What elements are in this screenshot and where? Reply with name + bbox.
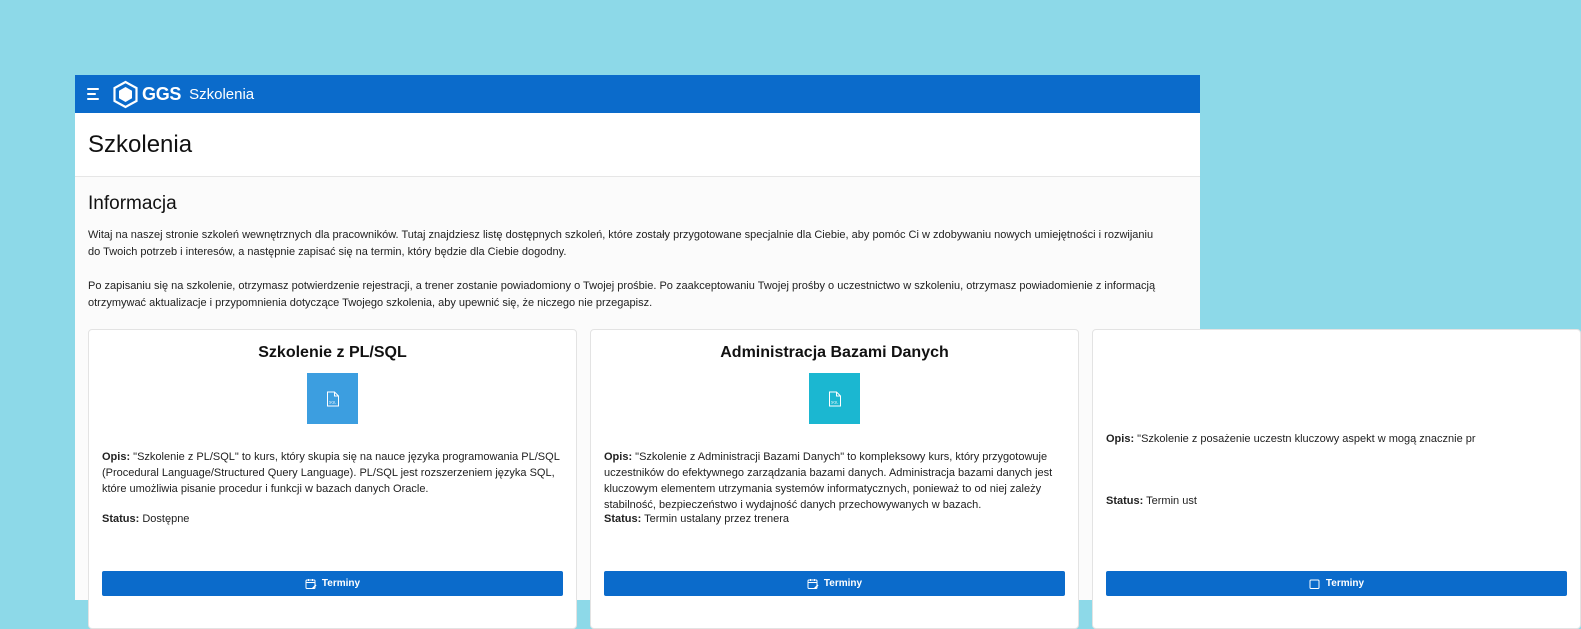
card-description [1106, 431, 1567, 495]
card-description [102, 449, 563, 513]
desc-text: "Szkolenie z PL/SQL" to kurs, który skupia się na nauce języka programowania PL/SQL (Procedural Language/Structured Query Language). PL/SQL jest rozszerzeniem języka SQL, które umożliwia pisanie procedur i funkcji w bazach danych Oracle. [102, 451, 560, 495]
info-line: Po zapisaniu się na szkolenie, otrzymasz potwierdzenie rejestracji, a trener zostanie powiadomiony o Twojej prośbie. Po zaakceptowaniu Twojej prośby o uczestnictwo w szkoleniu, otrzymasz powiadomienie z informacją [88, 280, 1156, 292]
info-line: Witaj na naszej stronie szkoleń wewnętrznych dla pracowników. Tutaj znajdziesz listę dostępnych szkoleń, które zostały przygotowane specjalnie dla Ciebie, aby pomóc Ci w zdobywaniu nowych umiejętności i rozwijaniu [88, 229, 1154, 241]
sql-file-icon [307, 373, 358, 424]
logo[interactable] [113, 81, 181, 108]
page-header [75, 113, 1200, 177]
card-status [604, 513, 1065, 525]
button-label: Terminy [823, 578, 863, 589]
card-description [604, 449, 1065, 513]
app-name: Szkolenia [189, 85, 255, 103]
page-title: Szkolenia [88, 130, 193, 158]
status-text: Termin ust [1143, 495, 1197, 507]
calendar-edit-icon [1309, 578, 1321, 590]
main-content [75, 177, 1476, 600]
calendar-edit-icon [305, 578, 317, 590]
button-label: Terminy [1325, 578, 1365, 589]
status-label: Status: [1106, 495, 1144, 507]
card-title: Szkolenie z PL/SQL [258, 344, 407, 361]
training-cards [88, 329, 1476, 629]
info-line: do Twoich potrzeb i interesów, a następnie zapisać się na termin, który będzie dla Ciebie dogodny. [88, 246, 567, 258]
training-card [590, 329, 1079, 629]
info-paragraph-2 [88, 278, 1187, 312]
desc-label: Opis: [1106, 433, 1135, 445]
svg-text:SQL: SQL [328, 400, 336, 404]
app-window [75, 75, 1476, 600]
status-text: Termin ustalany przez trenera [641, 513, 790, 525]
menu-icon[interactable] [87, 88, 101, 100]
card-title: Administracja Bazami Danych [720, 344, 949, 361]
calendar-edit-icon [807, 578, 819, 590]
status-label: Status: [604, 513, 642, 525]
terminy-button[interactable] [102, 571, 563, 596]
training-card [88, 329, 577, 629]
desc-text: "Szkolenie z posażenie uczestn kluczowy aspekt w mogą znacznie pr [1134, 433, 1476, 445]
status-text: Dostępne [139, 513, 190, 525]
card-status [1106, 495, 1567, 507]
sql-file-icon [809, 373, 860, 424]
terminy-button[interactable] [604, 571, 1065, 596]
hexagon-logo-icon [113, 81, 138, 108]
button-label: Terminy [321, 578, 361, 589]
training-card [1092, 329, 1581, 629]
desc-label: Opis: [102, 451, 131, 463]
terminy-button[interactable] [1106, 571, 1567, 596]
top-navbar [75, 75, 1200, 113]
desc-text: "Szkolenie z Administracji Bazami Danych" to kompleksowy kurs, który przygotowuje uczestników do efektywnego zarządzania bazami danych. Administracja bazami danych jest kluczowym elementem utrzymania systemów informatycznych, ponieważ to od niej zależy stabilność, bezpieczeństwo i wydajność danych przechowywanych w bazach. [604, 451, 1053, 511]
info-line: otrzymywać aktualizacje i przypomnienia dotyczące Twojego szkolenia, aby upewnić się, że niczego nie przegapisz. [88, 297, 653, 309]
logo-text: GGS [142, 83, 182, 104]
card-status [102, 513, 563, 525]
info-title: Informacja [88, 193, 177, 214]
svg-text:SQL: SQL [830, 400, 838, 404]
info-paragraph-1 [88, 227, 1187, 261]
status-label: Status: [102, 513, 140, 525]
desc-label: Opis: [604, 451, 633, 463]
